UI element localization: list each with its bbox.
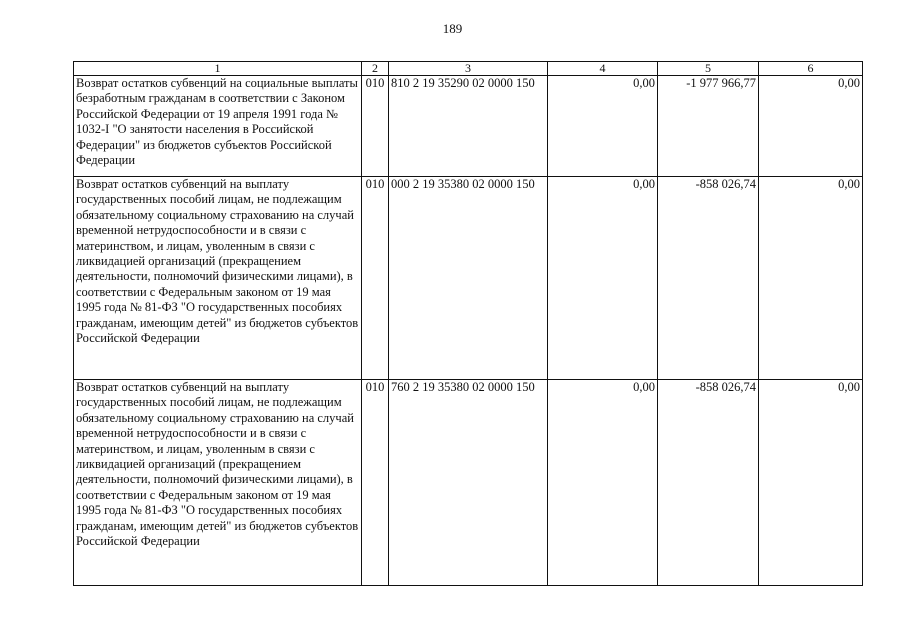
row-line-code: 010 <box>362 177 389 380</box>
row-name: Возврат остатков субвенций на социальные выплаты безработным гражданам в соответствии с Законом Российской Федерации от 19 апреля 1991 года № 1032-I "О занятости населения в Российской Федерации" из бюджетов субъектов Российской Федерации <box>74 76 362 177</box>
row-line-code: 010 <box>362 76 389 177</box>
row-col5-value: -858 026,74 <box>658 380 759 586</box>
row-col5-value: -1 977 966,77 <box>658 76 759 177</box>
header-col-1: 1 <box>74 62 362 76</box>
row-budget-code: 000 2 19 35380 02 0000 150 <box>389 177 548 380</box>
report-table <box>73 61 863 586</box>
header-col-4: 4 <box>548 62 658 76</box>
row-budget-code: 810 2 19 35290 02 0000 150 <box>389 76 548 177</box>
row-line-code: 010 <box>362 380 389 586</box>
table-row <box>74 177 863 380</box>
row-col6-value: 0,00 <box>759 76 863 177</box>
table-row <box>74 76 863 177</box>
row-col4-value: 0,00 <box>548 380 658 586</box>
header-col-3: 3 <box>389 62 548 76</box>
row-col6-value: 0,00 <box>759 380 863 586</box>
header-col-5: 5 <box>658 62 759 76</box>
page-number: 189 <box>442 21 463 36</box>
header-col-6: 6 <box>759 62 863 76</box>
row-name: Возврат остатков субвенций на выплату государственных пособий лицам, не подлежащим обязательному социальному страхованию на случай временной нетрудоспособности и в связи с материнством, и лицам, уволенным в связи с ликвидацией организаций (прекращением деятельности, полномочий физическими лицами), в соответствии с Федеральным законом от 19 мая 1995 года № 81-ФЗ "О государственных пособиях гражданам, имеющим детей" из бюджетов субъектов Российской Федерации <box>74 177 362 380</box>
header-col-2: 2 <box>362 62 389 76</box>
row-col4-value: 0,00 <box>548 76 658 177</box>
row-name: Возврат остатков субвенций на выплату государственных пособий лицам, не подлежащим обязательному социальному страхованию на случай временной нетрудоспособности и в связи с материнством, и лицам, уволенным в связи с ликвидацией организаций (прекращением деятельности, полномочий физическими лицами), в соответствии с Федеральным законом от 19 мая 1995 года № 81-ФЗ "О государственных пособиях гражданам, имеющим детей" из бюджетов субъектов Российской Федерации <box>74 380 362 586</box>
header-row <box>74 62 863 76</box>
row-col6-value: 0,00 <box>759 177 863 380</box>
row-col5-value: -858 026,74 <box>658 177 759 380</box>
row-budget-code: 760 2 19 35380 02 0000 150 <box>389 380 548 586</box>
table-row <box>74 380 863 586</box>
row-col4-value: 0,00 <box>548 177 658 380</box>
